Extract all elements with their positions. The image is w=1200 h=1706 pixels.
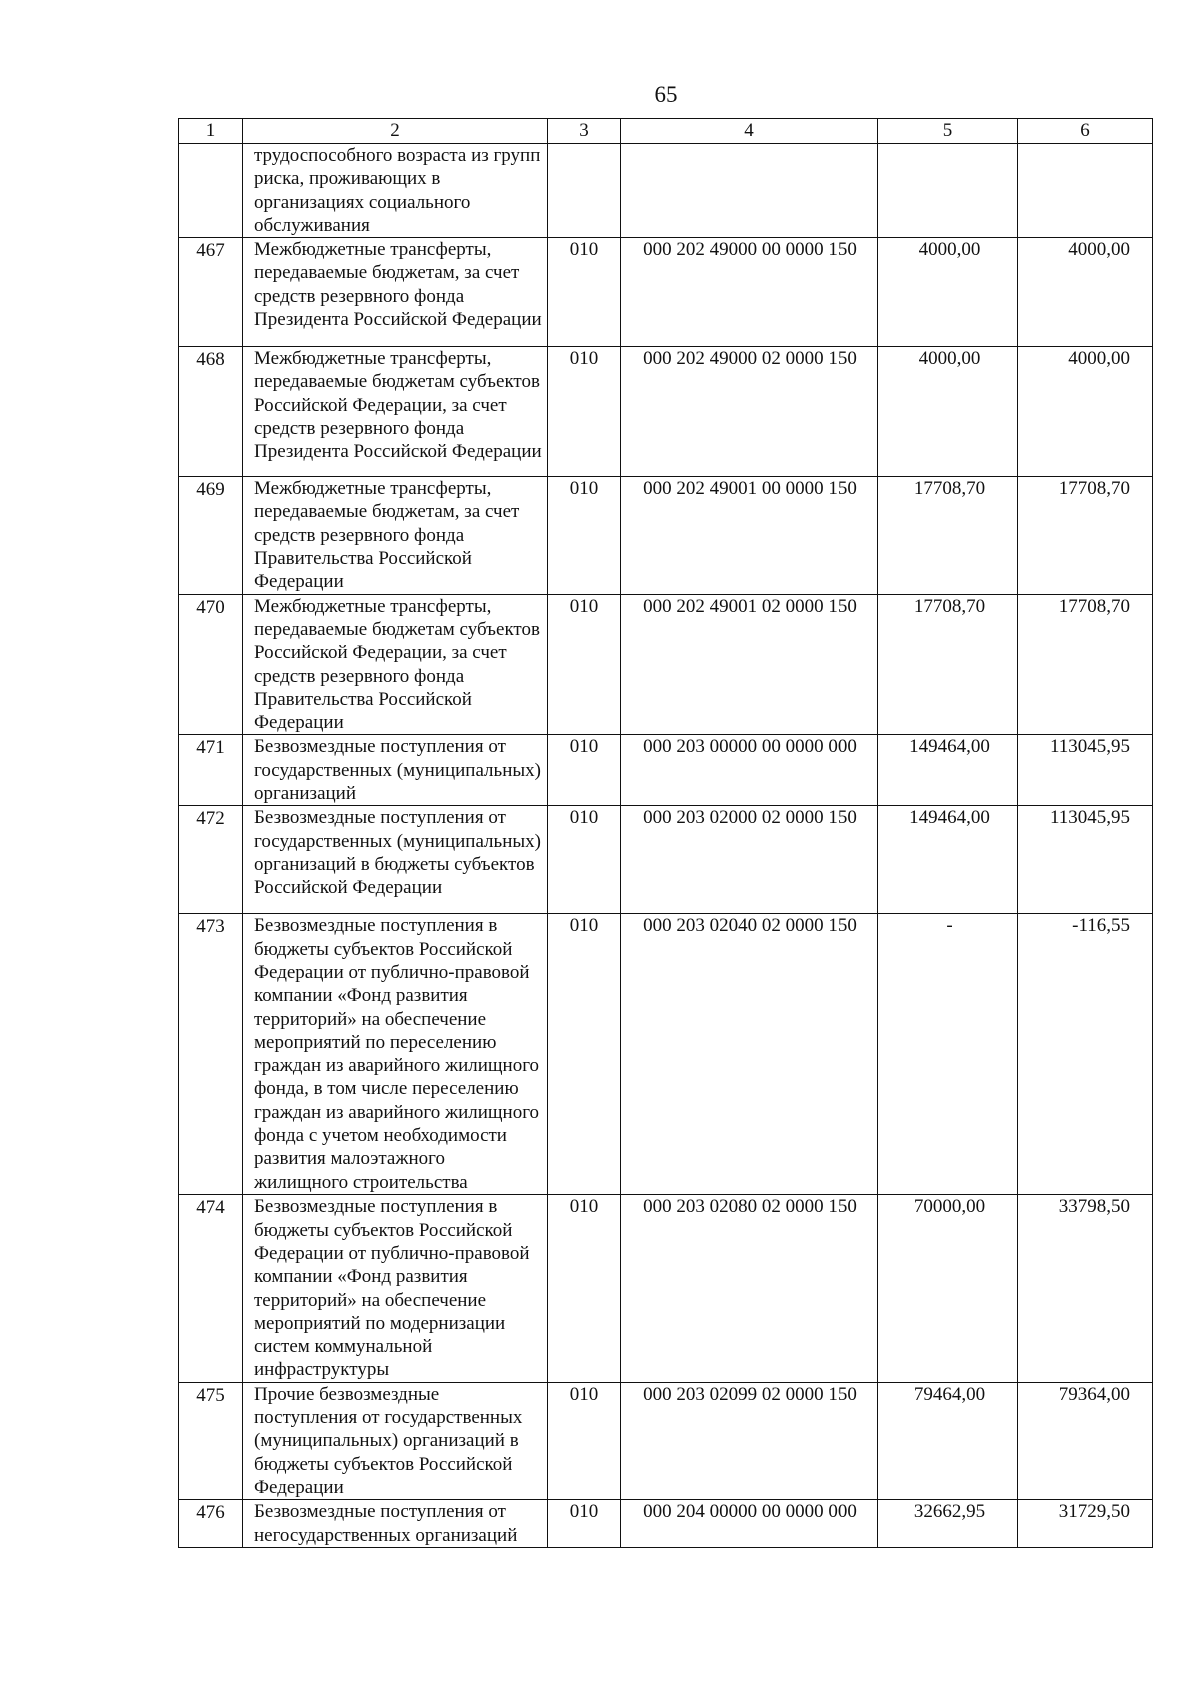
row-number-cell: 471 xyxy=(179,735,243,806)
actual-amount-cell: -116,55 xyxy=(1018,914,1153,1195)
admin-code-cell: 010 xyxy=(548,1500,621,1548)
planned-amount-cell xyxy=(878,144,1018,238)
row-name-cell: Межбюджетные трансферты, передаваемые бюджетам, за счет средств резервного фонда Правительства Российской Федерации xyxy=(243,477,548,594)
admin-code-cell: 010 xyxy=(548,914,621,1195)
admin-code-cell: 010 xyxy=(548,735,621,806)
budget-code-cell: 000 203 02080 02 0000 150 xyxy=(621,1195,878,1382)
table-row xyxy=(179,1195,1153,1382)
planned-amount-cell: 149464,00 xyxy=(878,735,1018,806)
planned-amount-cell: 149464,00 xyxy=(878,806,1018,914)
page-number: 65 xyxy=(654,82,678,107)
budget-code-cell: 000 204 00000 00 0000 000 xyxy=(621,1500,878,1548)
actual-amount-cell xyxy=(1018,144,1153,238)
admin-code-cell: 010 xyxy=(548,1382,621,1499)
column-header: 2 xyxy=(243,119,548,144)
table-row xyxy=(179,914,1153,1195)
budget-code-cell: 000 202 49000 02 0000 150 xyxy=(621,347,878,477)
row-name-cell: Межбюджетные трансферты, передаваемые бюджетам субъектов Российской Федерации, за счет средств резервного фонда Президента Российской Федерации xyxy=(243,347,548,477)
row-number-cell: 474 xyxy=(179,1195,243,1382)
row-number-cell: 475 xyxy=(179,1382,243,1499)
actual-amount-cell: 17708,70 xyxy=(1018,594,1153,735)
column-header: 5 xyxy=(878,119,1018,144)
budget-code-cell: 000 202 49001 00 0000 150 xyxy=(621,477,878,594)
actual-amount-cell: 113045,95 xyxy=(1018,735,1153,806)
budget-code-cell: 000 202 49001 02 0000 150 xyxy=(621,594,878,735)
row-number-cell: 469 xyxy=(179,477,243,594)
row-number-cell: 476 xyxy=(179,1500,243,1548)
planned-amount-cell: 32662,95 xyxy=(878,1500,1018,1548)
planned-amount-cell: 4000,00 xyxy=(878,238,1018,347)
admin-code-cell xyxy=(548,144,621,238)
column-header: 1 xyxy=(179,119,243,144)
budget-code-cell: 000 203 02000 02 0000 150 xyxy=(621,806,878,914)
planned-amount-cell: 17708,70 xyxy=(878,477,1018,594)
actual-amount-cell: 17708,70 xyxy=(1018,477,1153,594)
row-name-cell: Безвозмездные поступления в бюджеты субъектов Российской Федерации от публично-правовой компании «Фонд развития территорий» на обеспечение мероприятий по переселению граждан из аварийного жилищного фонда, в том числе переселению граждан из аварийного жилищного фонда с учетом необходимости развития малоэтажного жилищного строительства xyxy=(243,914,548,1195)
actual-amount-cell: 4000,00 xyxy=(1018,347,1153,477)
planned-amount-cell: 4000,00 xyxy=(878,347,1018,477)
actual-amount-cell: 4000,00 xyxy=(1018,238,1153,347)
row-number-cell: 470 xyxy=(179,594,243,735)
column-header: 6 xyxy=(1018,119,1153,144)
table-row xyxy=(179,347,1153,477)
row-name-cell: трудоспособного возраста из групп риска, проживающих в организациях социального обслуживания xyxy=(243,144,548,238)
table-row xyxy=(179,477,1153,594)
row-name-cell: Безвозмездные поступления от негосударственных организаций xyxy=(243,1500,548,1548)
planned-amount-cell: 70000,00 xyxy=(878,1195,1018,1382)
row-name-cell: Безвозмездные поступления в бюджеты субъектов Российской Федерации от публично-правовой компании «Фонд развития территорий» на обеспечение мероприятий по модернизации систем коммунальной инфраструктуры xyxy=(243,1195,548,1382)
admin-code-cell: 010 xyxy=(548,477,621,594)
actual-amount-cell: 33798,50 xyxy=(1018,1195,1153,1382)
planned-amount-cell: 17708,70 xyxy=(878,594,1018,735)
admin-code-cell: 010 xyxy=(548,238,621,347)
table-row xyxy=(179,806,1153,914)
row-name-cell: Межбюджетные трансферты, передаваемые бюджетам субъектов Российской Федерации, за счет средств резервного фонда Правительства Российской Федерации xyxy=(243,594,548,735)
admin-code-cell: 010 xyxy=(548,806,621,914)
table-row xyxy=(179,594,1153,735)
budget-code-cell: 000 203 02099 02 0000 150 xyxy=(621,1382,878,1499)
actual-amount-cell: 113045,95 xyxy=(1018,806,1153,914)
table-row xyxy=(179,1500,1153,1548)
table-header-row xyxy=(179,119,1153,144)
table-row xyxy=(179,1382,1153,1499)
row-name-cell: Безвозмездные поступления от государственных (муниципальных) организаций xyxy=(243,735,548,806)
row-number-cell xyxy=(179,144,243,238)
planned-amount-cell: 79464,00 xyxy=(878,1382,1018,1499)
admin-code-cell: 010 xyxy=(548,594,621,735)
table-row xyxy=(179,238,1153,347)
column-header: 4 xyxy=(621,119,878,144)
admin-code-cell: 010 xyxy=(548,1195,621,1382)
row-name-cell: Межбюджетные трансферты, передаваемые бюджетам, за счет средств резервного фонда Президента Российской Федерации xyxy=(243,238,548,347)
row-number-cell: 468 xyxy=(179,347,243,477)
admin-code-cell: 010 xyxy=(548,347,621,477)
row-number-cell: 472 xyxy=(179,806,243,914)
row-name-cell: Безвозмездные поступления от государственных (муниципальных) организаций в бюджеты субъектов Российской Федерации xyxy=(243,806,548,914)
budget-code-cell: 000 203 00000 00 0000 000 xyxy=(621,735,878,806)
budget-code-cell: 000 203 02040 02 0000 150 xyxy=(621,914,878,1195)
row-number-cell: 473 xyxy=(179,914,243,1195)
actual-amount-cell: 79364,00 xyxy=(1018,1382,1153,1499)
column-header: 3 xyxy=(548,119,621,144)
revenue-table xyxy=(178,118,1153,1548)
row-name-cell: Прочие безвозмездные поступления от государственных (муниципальных) организаций в бюджеты субъектов Российской Федерации xyxy=(243,1382,548,1499)
budget-code-cell: 000 202 49000 00 0000 150 xyxy=(621,238,878,347)
table-row xyxy=(179,144,1153,238)
budget-code-cell xyxy=(621,144,878,238)
row-number-cell: 467 xyxy=(179,238,243,347)
planned-amount-cell: - xyxy=(878,914,1018,1195)
table-row xyxy=(179,735,1153,806)
actual-amount-cell: 31729,50 xyxy=(1018,1500,1153,1548)
